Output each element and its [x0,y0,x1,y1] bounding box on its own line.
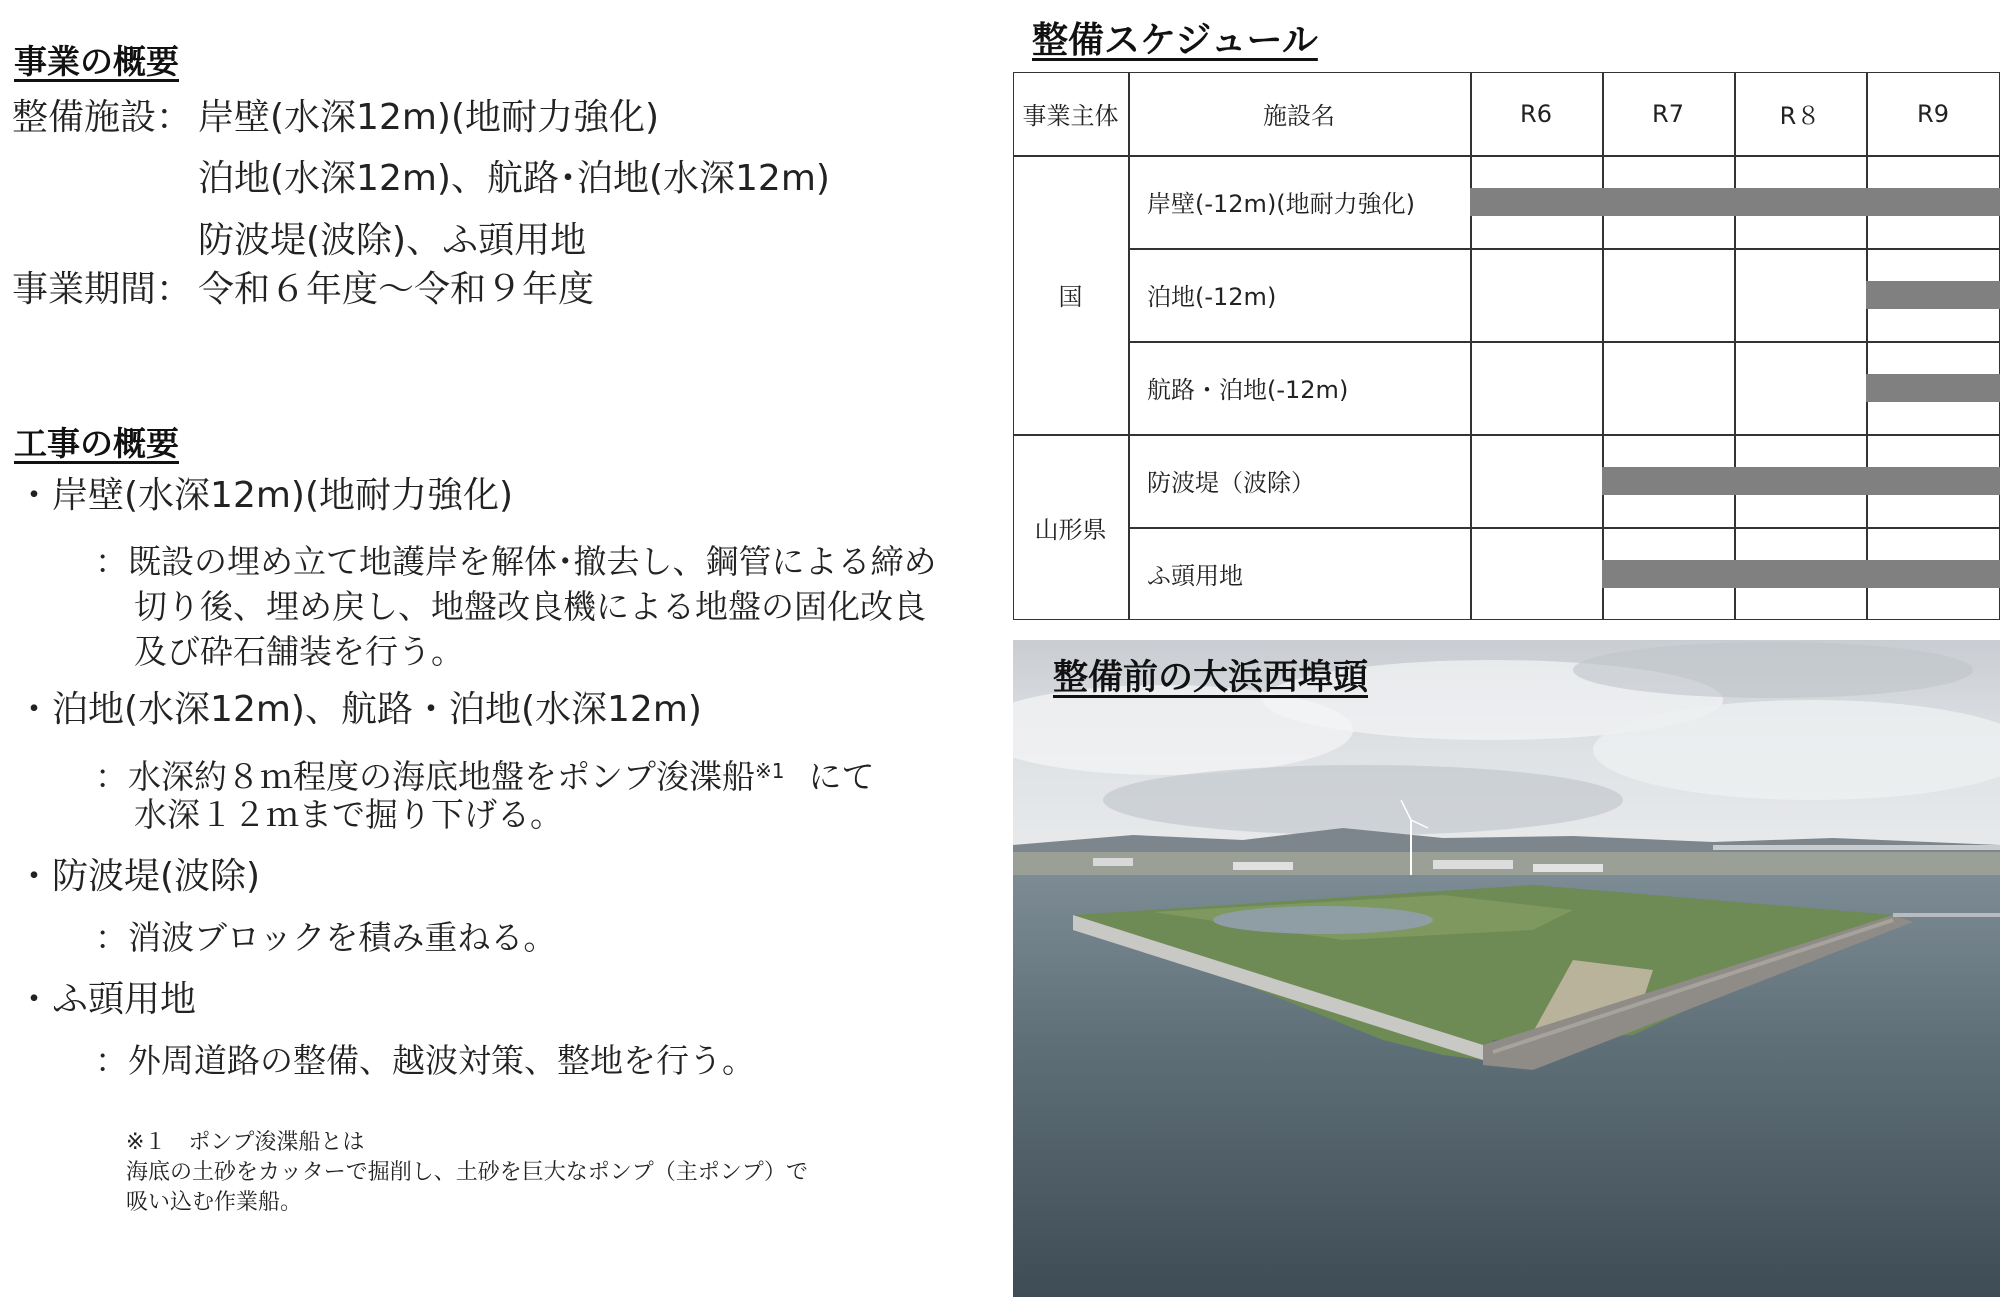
header-entity: 事業主体 [1022,102,1119,130]
schedule-bar [1470,188,1602,216]
entity-cell: 国 [1058,283,1083,311]
work-item-desc: 及び砕石舗装を行う。 [134,632,464,671]
facility-cell: 航路・泊地(-12m) [1147,376,1349,404]
work-item-desc: ：水深約８ｍ程度の海底地盤をポンプ浚渫船$^{※1}$ にて [95,757,875,796]
footnote-line: 海底の土砂をカッターで掘削し、土砂を巨大なポンプ（主ポンプ）で [126,1160,809,1185]
schedule-bar [1602,188,1734,216]
facility-label: 整備施設： [12,97,193,138]
harbor-photo [1013,640,2000,1297]
footnote-mark: ※1 [755,759,785,783]
facility-cell: 防波堤（波除） [1147,469,1315,497]
header-year: R9 [1917,99,1949,128]
photo-title: 整備前の大浜西埠頭 [1053,658,1369,698]
schedule-bar [1602,560,1734,588]
work-item-desc: ：外周道路の整備、越波対策、整地を行う。 [95,1041,755,1080]
schedule-bar [1734,467,1866,495]
schedule-bar [1866,188,2000,216]
schedule-bar [1866,467,2000,495]
header-facility: 施設名 [1263,102,1335,130]
entity-cell: 山形県 [1034,515,1107,544]
facility-line-2: 泊地(水深12m)、航路･泊地(水深12m) [198,158,830,199]
facility-line-3: 防波堤(波除)、ふ頭用地 [198,220,587,261]
facility-cell: 泊地(-12m) [1147,283,1277,311]
header-year: R7 [1652,99,1684,128]
facility-cell: 岸壁(-12m)(地耐力強化) [1147,190,1416,218]
schedule-bar [1866,374,2000,402]
header-year: R6 [1520,99,1552,128]
work-item-desc: ：既設の埋め立て地護岸を解体･撤去し、鋼管による締め [95,542,937,581]
work-item-desc: 切り後、埋め戻し、地盤改良機による地盤の固化改良 [134,587,926,626]
aerial-photo-illustration [1013,640,2000,1297]
schedule-bar [1602,467,1734,495]
work-item-desc: 水深１２ｍまで掘り下げる。 [134,795,563,834]
schedule-title: 整備スケジュール [1032,20,1318,61]
footnote-line: 吸い込む作業船。 [126,1190,303,1215]
work-item-title: ・泊地(水深12m)、航路・泊地(水深12m) [16,689,702,730]
header-year: R８ [1779,102,1821,130]
work-item-title: ・岸壁(水深12m)(地耐力強化) [16,475,514,516]
period-label: 事業期間： [12,269,193,310]
overview-heading: 事業の概要 [14,42,179,81]
work-item-title: ・防波堤(波除) [16,856,261,897]
works-heading: 工事の概要 [14,424,179,463]
schedule-bar [1734,188,1866,216]
work-item-desc: ：消波ブロックを積み重ねる。 [95,918,557,957]
schedule-table [1013,72,2000,620]
schedule-bar [1734,560,1866,588]
schedule-bar [1866,560,2000,588]
period-value: 令和６年度～令和９年度 [198,269,595,310]
facility-line-1: 岸壁(水深12m)(地耐力強化) [198,97,660,138]
work-item-title: ・ふ頭用地 [16,979,197,1020]
schedule-bar [1866,281,2000,309]
footnote-line: ※１ ポンプ浚渫船とは [126,1130,365,1155]
facility-cell: ふ頭用地 [1147,562,1243,590]
